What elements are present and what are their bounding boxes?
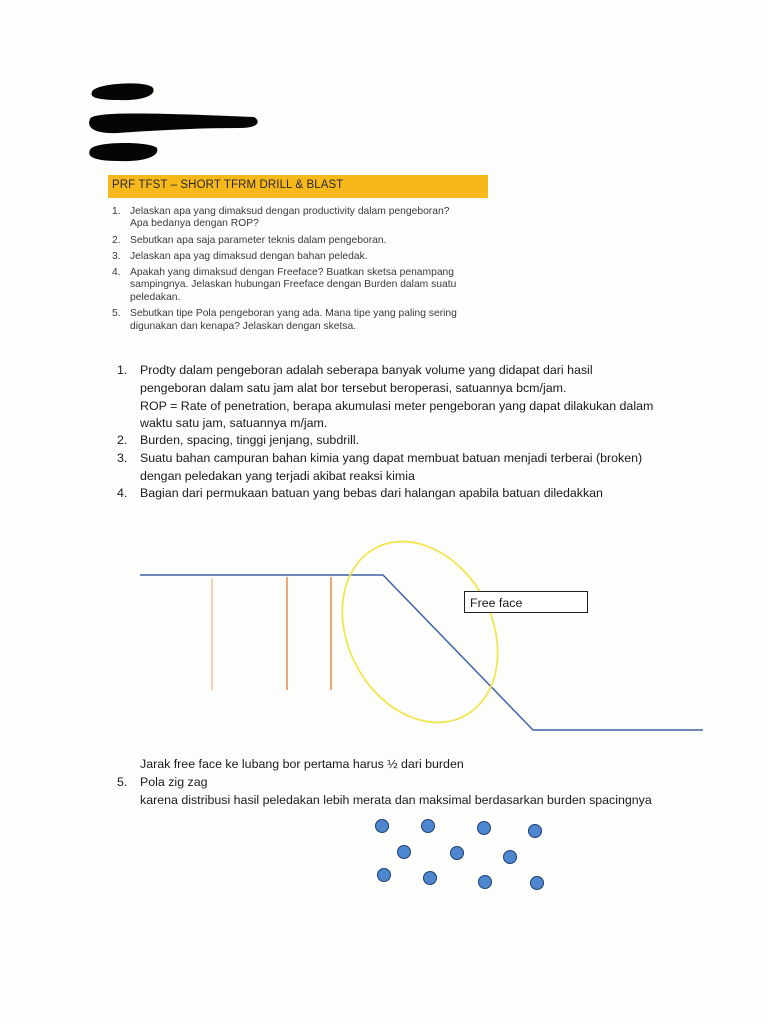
answer-number: 5. (117, 775, 128, 789)
drill-hole-dot (398, 846, 411, 859)
free-face-label: Free face (464, 591, 588, 613)
question-text: Sebutkan apa saja parameter teknis dalam pengeboran. (130, 235, 387, 246)
bench-profile-line (140, 575, 703, 730)
drill-hole-dot (504, 851, 517, 864)
drill-hole-dot (424, 872, 437, 885)
answer-text: waktu satu jam, satuannya m/jam. (140, 416, 328, 430)
question-text: Apa bedanya dengan ROP? (130, 218, 259, 229)
question-number: 2. (112, 235, 121, 246)
answer-text: pengeboran dalam satu jam alat bor tersebut beroperasi, satuannya bcm/jam. (140, 381, 567, 395)
answer-number: 3. (117, 451, 128, 465)
bench-sketch (140, 514, 703, 749)
question-text: Jelaskan apa yag dimaksud dengan bahan peledak. (130, 251, 368, 262)
drill-hole-dot (451, 847, 464, 860)
drill-hole-dot (478, 822, 491, 835)
question-text: Apakah yang dimaksud dengan Freeface? Buatkan sketsa penampang (130, 267, 454, 278)
question-text: sampingnya. Jelaskan hubungan Freeface dengan Burden dalam suatu (130, 279, 457, 290)
test-title: PRF TFST – SHORT TFRM DRILL & BLAST (112, 179, 344, 191)
answer-text: karena distribusi hasil peledakan lebih merata dan maksimal berdasarkan burden spacingnya (140, 793, 652, 807)
question-number: 4. (112, 267, 121, 278)
answer-text: Suatu bahan campuran bahan kimia yang dapat membuat batuan menjadi terberai (broken) (140, 451, 643, 465)
answer-number: 2. (117, 433, 128, 447)
drill-hole-dot (479, 876, 492, 889)
answer-text: ROP = Rate of penetration, berapa akumulasi meter pengeboran yang dapat dilakukan dalam (140, 399, 654, 413)
drill-hole-dot (529, 825, 542, 838)
zigzag-drill-pattern (376, 820, 544, 890)
answer-text: Pola zig zag (140, 775, 208, 789)
drill-hole-dot (378, 869, 391, 882)
question-text: Sebutkan tipe Pola pengeboran yang ada. Mana tipe yang paling sering (130, 308, 457, 319)
free-face-ellipse (312, 514, 528, 749)
free-face-note: Jarak free face ke lubang bor pertama harus ½ dari burden (140, 757, 464, 771)
answer-text: dengan peledakan yang terjadi akibat reaksi kimia (140, 469, 415, 483)
drill-hole-dot (531, 877, 544, 890)
answer-number: 4. (117, 486, 128, 500)
answer-text: Bagian dari permukaan batuan yang bebas dari halangan apabila batuan diledakkan (140, 486, 603, 500)
question-text: Jelaskan apa yang dimaksud dengan productivity dalam pengeboran? (130, 206, 450, 217)
question-text: digunakan dan kenapa? Jelaskan dengan sketsa. (130, 321, 357, 332)
answer-text: Prodty dalam pengeboran adalah seberapa banyak volume yang didapat dari hasil (140, 363, 593, 377)
drill-hole-dot (422, 820, 435, 833)
question-text: peledakan. (130, 292, 181, 303)
question-number: 1. (112, 206, 121, 217)
answer-number: 1. (117, 363, 128, 377)
question-number: 3. (112, 251, 121, 262)
question-number: 5. (112, 308, 121, 319)
drill-hole-dot (376, 820, 389, 833)
answer-text: Burden, spacing, tinggi jenjang, subdrill. (140, 433, 360, 447)
